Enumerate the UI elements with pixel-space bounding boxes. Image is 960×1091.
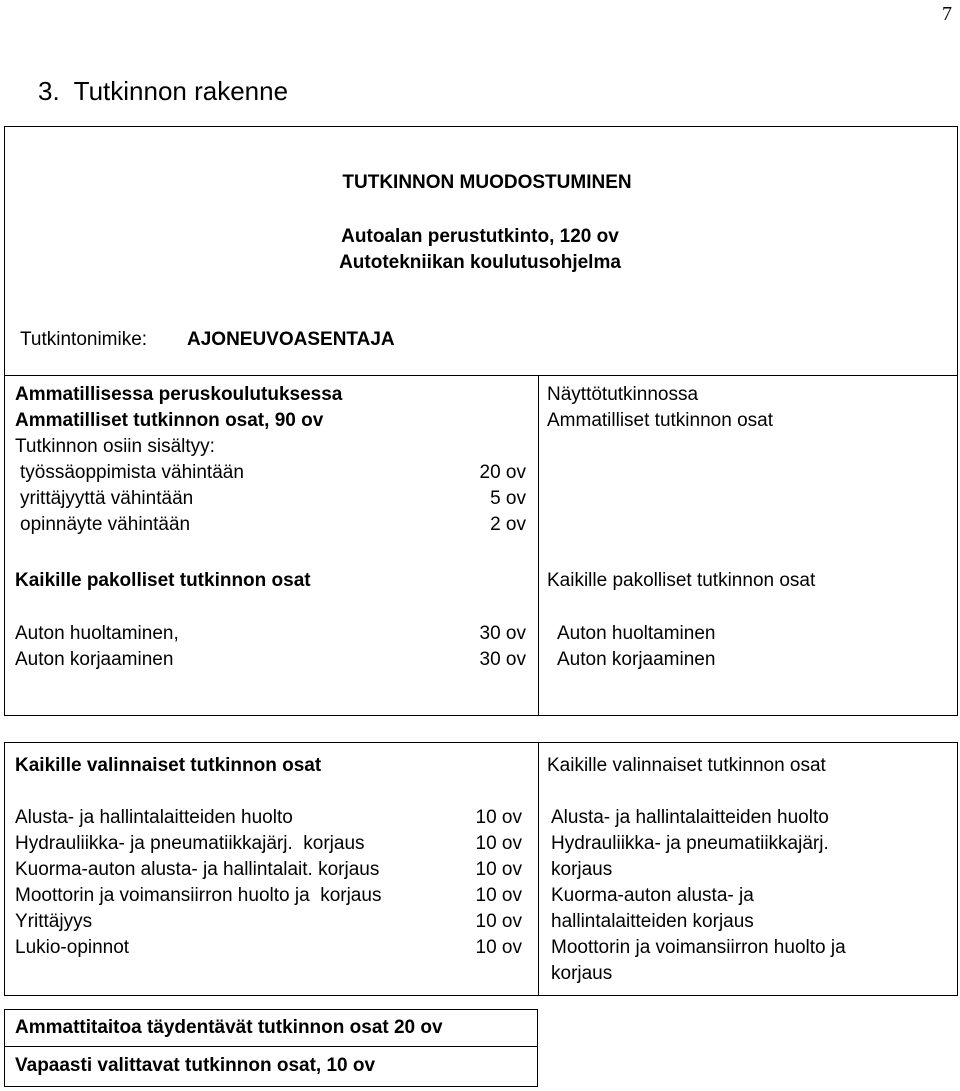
free-choice-row: Vapaasti valittavat tutkinnon osat, 10 ov [15, 1055, 376, 1076]
included-item-label: opinnäyte vähintään [20, 514, 191, 535]
right-optional-line: Hydrauliikka- ja pneumatiikkajärj. [551, 833, 829, 854]
right-optional-line: Moottorin ja voimansiirron huolto ja [551, 937, 846, 958]
included-label: Tutkinnon osiin sisältyy: [15, 436, 215, 457]
right-optional-line: korjaus [551, 963, 613, 984]
programme-name: Autotekniikan koulutusohjelma [339, 252, 621, 273]
right-optional-line: hallintalaitteiden korjaus [551, 911, 754, 932]
optional-item-value: 10 ov [475, 833, 522, 854]
mandatory-item-label: Auton korjaaminen [15, 649, 174, 670]
mandatory-item-value: 30 ov [479, 623, 526, 644]
table-top-divider [4, 375, 958, 376]
optional-item-value: 10 ov [475, 937, 522, 958]
left-mandatory-heading: Kaikille pakolliset tutkinnon osat [15, 570, 311, 591]
right-heading-2: Ammatilliset tutkinnon osat [547, 410, 773, 431]
right-optional-line: Kuorma-auton alusta- ja [551, 885, 754, 906]
optional-item-value: 10 ov [475, 807, 522, 828]
right-mandatory-item: Auton korjaaminen [557, 649, 716, 670]
section-heading: 3. Tutkinnon rakenne [38, 76, 289, 106]
right-mandatory-heading: Kaikille pakolliset tutkinnon osat [547, 570, 816, 591]
included-item-value: 5 ov [490, 488, 526, 509]
degree-name: Autoalan perustutkinto, 120 ov [341, 226, 619, 247]
right-mandatory-item: Auton huoltaminen [557, 623, 716, 644]
optional-item-label: Hydrauliikka- ja pneumatiikkajärj. korjaus [15, 833, 365, 854]
optional-item-value: 10 ov [475, 885, 522, 906]
right-heading-1: Näyttötutkinnossa [547, 384, 699, 405]
optional-item-value: 10 ov [475, 911, 522, 932]
right-optional-heading: Kaikille valinnaiset tutkinnon osat [547, 755, 826, 776]
mandatory-item-value: 30 ov [479, 649, 526, 670]
optional-item-label: Moottorin ja voimansiirron huolto ja korjaus [15, 885, 382, 906]
page-number: 7 [942, 3, 952, 25]
left-heading-1: Ammatillisessa peruskoulutuksessa [15, 384, 343, 405]
optional-item-label: Yrittäjyys [15, 911, 93, 932]
included-item-value: 2 ov [490, 514, 526, 535]
optional-item-label: Lukio-opinnot [15, 937, 130, 958]
left-optional-heading: Kaikille valinnaiset tutkinnon osat [15, 755, 322, 776]
degree-title-label: Tutkintonimike: [20, 329, 148, 350]
included-item-label: työssäoppimista vähintään [20, 462, 244, 483]
included-item-value: 20 ov [479, 462, 526, 483]
box-title: TUTKINNON MUODOSTUMINEN [342, 172, 632, 193]
right-optional-line: korjaus [551, 859, 613, 880]
column-divider-mid [538, 742, 539, 996]
left-heading-2: Ammatilliset tutkinnon osat, 90 ov [15, 410, 324, 431]
included-item-label: yrittäjyyttä vähintään [20, 488, 194, 509]
optional-item-label: Alusta- ja hallintalaitteiden huolto [15, 807, 293, 828]
right-optional-line: Alusta- ja hallintalaitteiden huolto [551, 807, 829, 828]
optional-item-label: Kuorma-auton alusta- ja hallintalait. korjaus [15, 859, 380, 880]
mandatory-item-label: Auton huoltaminen, [15, 623, 179, 644]
supplementary-divider [4, 1046, 538, 1047]
degree-title-value: AJONEUVOASENTAJA [187, 329, 395, 350]
supplementary-row: Ammattitaitoa täydentävät tutkinnon osat 20 ov [15, 1017, 443, 1038]
column-divider-top [538, 375, 539, 715]
optional-item-value: 10 ov [475, 859, 522, 880]
